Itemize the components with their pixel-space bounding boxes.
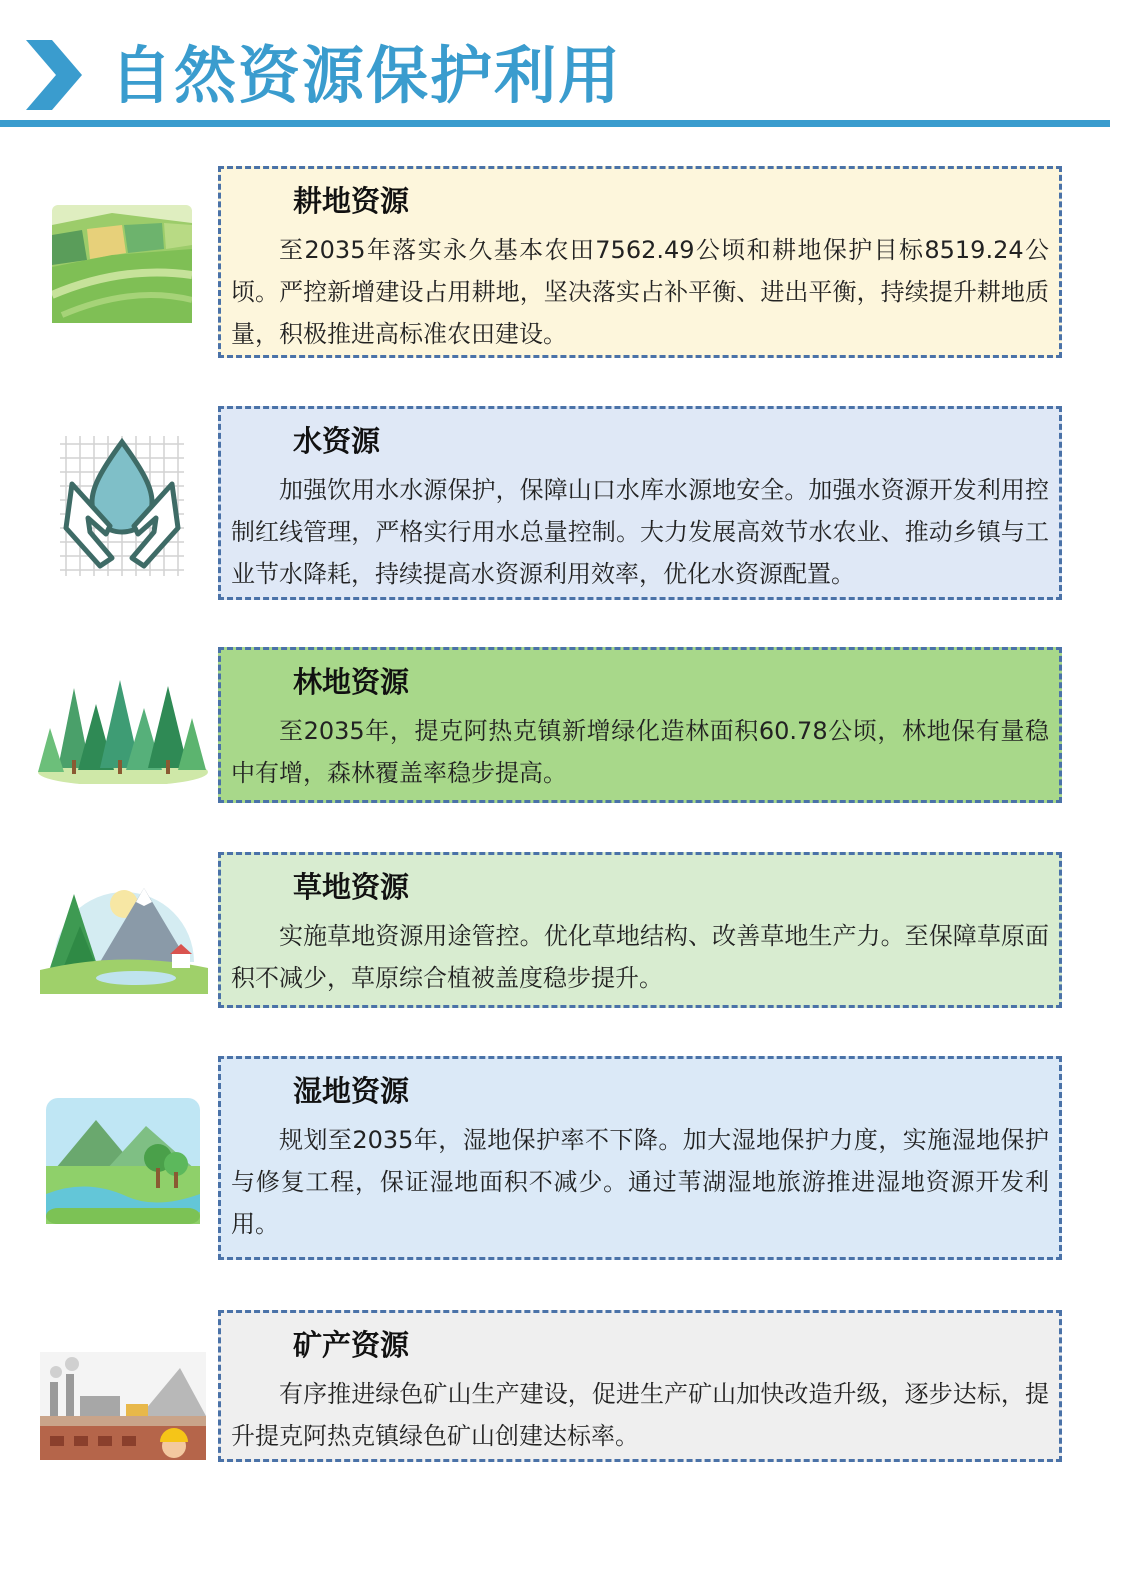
section-title: 草地资源 <box>293 870 410 904</box>
section-card <box>218 1310 1062 1462</box>
wetland-illustration-icon <box>46 1098 200 1224</box>
farmland-illustration-icon <box>52 205 192 323</box>
section-text: 至2035年落实永久基本农田7562.49公顷和耕地保护目标8519.24公顷。严控新增建设占用耕地，坚决落实占补平衡、进出平衡，持续提升耕地质量，积极推进高标准农田建设。 <box>231 236 1049 348</box>
section-title: 水资源 <box>293 424 381 458</box>
section-title: 耕地资源 <box>293 184 410 218</box>
section-card <box>218 406 1062 600</box>
section-card <box>218 1056 1062 1260</box>
header-divider <box>0 120 1110 127</box>
section-text: 实施草地资源用途管控。优化草地结构、改善草地生产力。至保障草原面积不减少，草原综合植被盖度稳步提升。 <box>231 922 1049 992</box>
section-text: 至2035年，提克阿热克镇新增绿化造林面积60.78公顷，林地保有量稳中有增，森林覆盖率稳步提高。 <box>231 717 1049 787</box>
page-title: 自然资源保护利用 <box>110 39 623 112</box>
section-title: 林地资源 <box>293 665 410 699</box>
chevron-right-icon <box>26 40 82 110</box>
grassland-illustration-icon <box>40 866 208 994</box>
page-header <box>0 0 1122 135</box>
section-title: 矿产资源 <box>293 1328 410 1362</box>
section-text: 有序推进绿色矿山生产建设，促进生产矿山加快改造升级，逐步达标，提升提克阿热克镇绿色矿山创建达标率。 <box>231 1380 1049 1450</box>
mining-illustration-icon <box>40 1352 206 1460</box>
section-text: 加强饮用水水源保护，保障山口水库水源地安全。加强水资源开发利用控制红线管理，严格实行用水总量控制。大力发展高效节水农业、推动乡镇与工业节水降耗，持续提高水资源利用效率，优化水资源配置。 <box>231 476 1049 588</box>
section-card <box>218 647 1062 803</box>
water-drop-hands-icon <box>60 436 184 576</box>
section-card <box>218 852 1062 1008</box>
section-title: 湿地资源 <box>293 1074 410 1108</box>
section-text: 规划至2035年，湿地保护率不下降。加大湿地保护力度，实施湿地保护与修复工程，保证湿地面积不减少。通过苇湖湿地旅游推进湿地资源开发利用。 <box>231 1126 1049 1238</box>
section-card <box>218 166 1062 358</box>
forest-illustration-icon <box>38 668 208 784</box>
